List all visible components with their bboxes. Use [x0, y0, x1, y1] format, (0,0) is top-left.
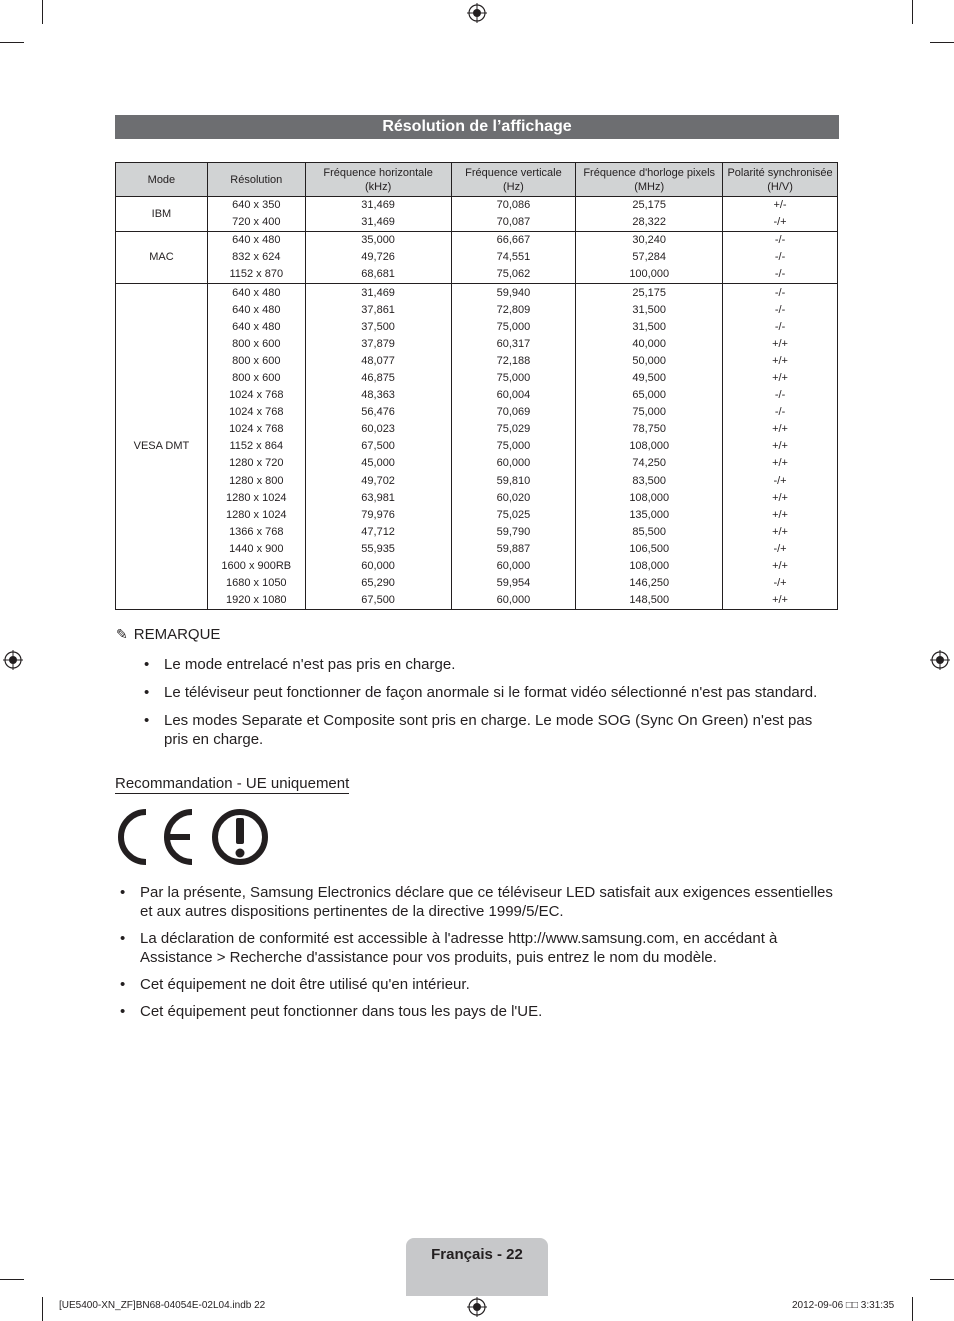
crop-mark: [930, 1279, 954, 1280]
table-row: [116, 404, 838, 421]
table-cell: 79,976: [305, 507, 451, 524]
table-cell: 85,500: [576, 524, 723, 541]
table-cell: 31,469: [305, 284, 451, 302]
table-cell: 31,500: [576, 302, 723, 319]
table-cell: 55,935: [305, 541, 451, 558]
table-row: [116, 319, 838, 336]
table-cell: +/+: [723, 558, 838, 575]
column-header: Fréquence horizontale (kHz): [305, 163, 451, 197]
table-cell: 1280 x 1024: [207, 490, 305, 507]
table-row: [116, 197, 838, 215]
table-row: [116, 214, 838, 232]
table-cell: 75,000: [451, 319, 576, 336]
table-cell: +/+: [723, 592, 838, 610]
table-cell: 1152 x 864: [207, 438, 305, 455]
table-cell: 800 x 600: [207, 370, 305, 387]
remark-label: REMARQUE: [133, 626, 221, 643]
table-cell: 1024 x 768: [207, 404, 305, 421]
table-cell: 28,322: [576, 214, 723, 232]
table-row: [116, 387, 838, 404]
table-cell: 60,000: [451, 592, 576, 610]
table-cell: 800 x 600: [207, 353, 305, 370]
table-cell: -/+: [723, 214, 838, 232]
table-cell: 100,000: [576, 266, 723, 284]
list-item: • Cet équipement ne doit être utilisé qu'en intérieur.: [116, 975, 840, 994]
table-cell: 35,000: [305, 232, 451, 250]
table-cell: 49,726: [305, 249, 451, 266]
registration-mark-icon: [3, 650, 23, 670]
list-item: • Cet équipement peut fonctionner dans tous les pays de l'UE.: [116, 1002, 840, 1021]
table-row: [116, 541, 838, 558]
crop-mark: [42, 0, 43, 24]
table-cell: +/+: [723, 421, 838, 438]
table-cell: -/+: [723, 541, 838, 558]
table-cell: 640 x 480: [207, 232, 305, 250]
table-cell: -/-: [723, 266, 838, 284]
table-cell: 135,000: [576, 507, 723, 524]
table-row: [116, 490, 838, 507]
registration-mark-icon: [467, 3, 487, 23]
table-cell: 68,681: [305, 266, 451, 284]
table-cell: 78,750: [576, 421, 723, 438]
table-cell: 74,250: [576, 455, 723, 472]
table-cell: 67,500: [305, 438, 451, 455]
recommendation-title: Recommandation - UE uniquement: [115, 775, 350, 792]
table-cell: -/-: [723, 404, 838, 421]
table-cell: 148,500: [576, 592, 723, 610]
table-row: [116, 370, 838, 387]
table-cell: 720 x 400: [207, 214, 305, 232]
table-cell: 63,981: [305, 490, 451, 507]
list-item: • Le téléviseur peut fonctionner de façon anormale si le format vidéo sélectionné n'est pas standard.: [140, 683, 840, 702]
footer-file-name: [UE5400-XN_ZF]BN68-04054E-02L04.indb 22: [59, 1300, 266, 1311]
table-cell: -/+: [723, 575, 838, 592]
table-cell: -/+: [723, 473, 838, 490]
table-cell: 640 x 350: [207, 197, 305, 215]
table-cell: 640 x 480: [207, 284, 305, 302]
table-row: [116, 249, 838, 266]
table-cell: 70,087: [451, 214, 576, 232]
table-cell: 70,069: [451, 404, 576, 421]
table-cell: 60,000: [451, 558, 576, 575]
table-row: [116, 592, 838, 610]
table-cell: -/-: [723, 249, 838, 266]
table-cell: 49,500: [576, 370, 723, 387]
table-cell: 66,667: [451, 232, 576, 250]
column-header: Résolution: [207, 163, 305, 197]
list-item: • Les modes Separate et Composite sont pris en charge. Le mode SOG (Sync On Green) n'est pas pris en charge.: [140, 711, 840, 749]
table-row: [116, 284, 838, 302]
table-cell: 75,062: [451, 266, 576, 284]
column-header: Fréquence verticale (Hz): [451, 163, 576, 197]
table-cell: 25,175: [576, 284, 723, 302]
table-row: [116, 575, 838, 592]
table-row: [116, 473, 838, 490]
table-cell: 1280 x 1024: [207, 507, 305, 524]
crop-mark: [42, 1297, 43, 1321]
table-cell: 1680 x 1050: [207, 575, 305, 592]
table-cell: +/+: [723, 353, 838, 370]
table-cell: 1600 x 900RB: [207, 558, 305, 575]
table-cell: 1152 x 870: [207, 266, 305, 284]
table-cell: 31,469: [305, 214, 451, 232]
registration-mark-icon: [467, 1297, 487, 1317]
table-cell: 65,000: [576, 387, 723, 404]
mode-cell: VESA DMT: [116, 284, 208, 610]
table-cell: 67,500: [305, 592, 451, 610]
table-cell: 108,000: [576, 490, 723, 507]
list-item: • La déclaration de conformité est accessible à l'adresse http://www.samsung.com, en accédant à Assistance > Recherche d'assistance pour vos produits, puis entrez le nom du modèle.: [116, 929, 840, 967]
table-row: [116, 438, 838, 455]
table-row: [116, 524, 838, 541]
table-cell: 1024 x 768: [207, 421, 305, 438]
table-row: [116, 266, 838, 284]
table-cell: 50,000: [576, 353, 723, 370]
table-cell: +/+: [723, 490, 838, 507]
table-cell: -/-: [723, 319, 838, 336]
section-title: Résolution de l’affichage: [115, 115, 839, 139]
table-body: [116, 197, 838, 610]
table-cell: +/+: [723, 507, 838, 524]
table-cell: 37,861: [305, 302, 451, 319]
table-row: [116, 232, 838, 250]
table-cell: 48,363: [305, 387, 451, 404]
table-cell: 75,000: [576, 404, 723, 421]
mode-cell: MAC: [116, 232, 208, 284]
table-cell: +/+: [723, 370, 838, 387]
table-cell: 75,025: [451, 507, 576, 524]
table-cell: 60,000: [451, 455, 576, 472]
table-cell: -/-: [723, 284, 838, 302]
table-row: [116, 302, 838, 319]
table-cell: 46,875: [305, 370, 451, 387]
crop-mark: [912, 1297, 913, 1321]
table-cell: 60,023: [305, 421, 451, 438]
table-cell: 108,000: [576, 558, 723, 575]
ce-alert-mark-icon: [116, 808, 270, 866]
table-cell: +/+: [723, 455, 838, 472]
table-cell: 48,077: [305, 353, 451, 370]
table-cell: 30,240: [576, 232, 723, 250]
crop-mark: [0, 42, 24, 43]
table-cell: 60,000: [305, 558, 451, 575]
table-cell: 75,029: [451, 421, 576, 438]
table-cell: 83,500: [576, 473, 723, 490]
table-cell: 47,712: [305, 524, 451, 541]
table-cell: 40,000: [576, 336, 723, 353]
table-cell: 74,551: [451, 249, 576, 266]
table-cell: +/+: [723, 524, 838, 541]
table-row: [116, 558, 838, 575]
table-row: [116, 336, 838, 353]
table-cell: 37,500: [305, 319, 451, 336]
table-cell: 146,250: [576, 575, 723, 592]
list-item: • Par la présente, Samsung Electronics déclare que ce téléviseur LED satisfait aux exigences essentielles et aux autres dispositions pertinentes de la directive 1999/5/EC.: [116, 883, 840, 921]
table-cell: 60,020: [451, 490, 576, 507]
table-cell: 45,000: [305, 455, 451, 472]
pencil-icon: ✎: [116, 626, 128, 642]
table-cell: +/+: [723, 438, 838, 455]
table-cell: 1280 x 720: [207, 455, 305, 472]
table-cell: 75,000: [451, 370, 576, 387]
table-cell: 1366 x 768: [207, 524, 305, 541]
registration-mark-icon: [930, 650, 950, 670]
table-row: [116, 507, 838, 524]
mode-cell: IBM: [116, 197, 208, 232]
table-cell: 25,175: [576, 197, 723, 215]
crop-mark: [930, 42, 954, 43]
table-cell: 72,188: [451, 353, 576, 370]
table-row: [116, 421, 838, 438]
table-cell: 106,500: [576, 541, 723, 558]
footer-timestamp: 2012-09-06 □□ 3:31:35: [792, 1300, 895, 1311]
table-cell: 60,317: [451, 336, 576, 353]
table-cell: 60,004: [451, 387, 576, 404]
table-cell: 56,476: [305, 404, 451, 421]
table-cell: 59,887: [451, 541, 576, 558]
table-cell: 640 x 480: [207, 302, 305, 319]
column-header: Fréquence d'horloge pixels (MHz): [576, 163, 723, 197]
table-cell: 70,086: [451, 197, 576, 215]
table-cell: 31,469: [305, 197, 451, 215]
column-header: Polarité synchronisée (H/V): [723, 163, 838, 197]
table-cell: 65,290: [305, 575, 451, 592]
remark-heading: [116, 626, 220, 643]
table-header-row: [116, 163, 838, 197]
table-cell: +/-: [723, 197, 838, 215]
table-cell: 108,000: [576, 438, 723, 455]
table-cell: 59,810: [451, 473, 576, 490]
declaration-list: [116, 883, 840, 1029]
table-cell: 1280 x 800: [207, 473, 305, 490]
table-cell: 72,809: [451, 302, 576, 319]
table-cell: 49,702: [305, 473, 451, 490]
crop-mark: [0, 1279, 24, 1280]
remark-list: [140, 655, 840, 758]
table-cell: 800 x 600: [207, 336, 305, 353]
table-cell: 640 x 480: [207, 319, 305, 336]
table-cell: 1920 x 1080: [207, 592, 305, 610]
table-cell: +/+: [723, 336, 838, 353]
list-item: • Le mode entrelacé n'est pas pris en charge.: [140, 655, 840, 674]
resolution-table: [115, 162, 838, 610]
table-cell: 832 x 624: [207, 249, 305, 266]
table-cell: 1440 x 900: [207, 541, 305, 558]
table-cell: 37,879: [305, 336, 451, 353]
table-row: [116, 353, 838, 370]
crop-mark: [912, 0, 913, 24]
table-cell: 31,500: [576, 319, 723, 336]
table-cell: -/-: [723, 302, 838, 319]
table-cell: 57,284: [576, 249, 723, 266]
table-cell: 59,940: [451, 284, 576, 302]
table-cell: 59,790: [451, 524, 576, 541]
page-number-tab: Français - 22: [406, 1238, 548, 1296]
table-cell: 1024 x 768: [207, 387, 305, 404]
table-cell: -/-: [723, 387, 838, 404]
column-header: Mode: [116, 163, 208, 197]
table-cell: -/-: [723, 232, 838, 250]
table-cell: 75,000: [451, 438, 576, 455]
table-cell: 59,954: [451, 575, 576, 592]
table-row: [116, 455, 838, 472]
